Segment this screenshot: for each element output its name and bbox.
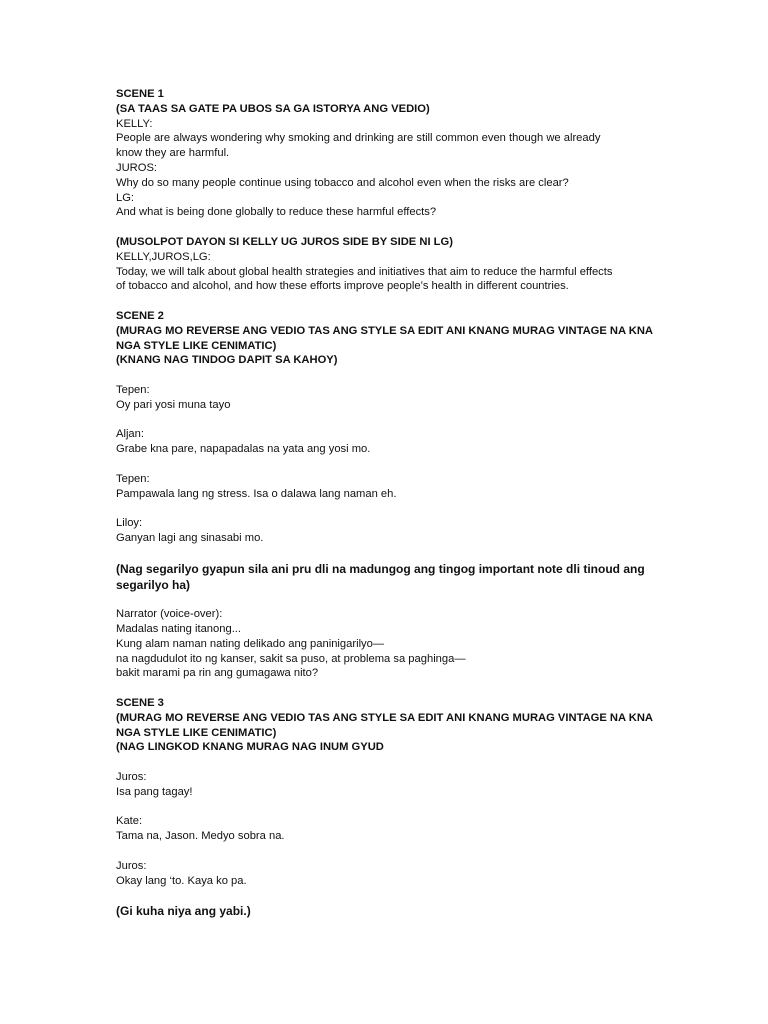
text-line: Grabe kna pare, napapadalas na yata ang yosi mo. — [116, 443, 371, 456]
text-line: Juros: — [116, 859, 147, 872]
blank-line — [116, 593, 676, 608]
text-line: Pampawala lang ng stress. Isa o dalawa lang naman eh. — [116, 487, 397, 500]
text-line: Today, we will talk about global health strategies and initiatives that aim to reduce the harmful effects — [116, 265, 613, 278]
blank-line — [116, 800, 676, 815]
blank-line — [116, 457, 676, 472]
text-line: Madalas nating itanong... — [116, 623, 242, 636]
text-line: Tepen: — [116, 383, 150, 396]
direction-line: (SA TAAS SA GATE PA UBOS SA GA ISTORYA ANG VEDIO) — [116, 102, 430, 115]
direction-line: segarilyo ha) — [116, 577, 191, 592]
direction-line: SCENE 3 — [116, 697, 164, 710]
direction-line: (NAG LINGKOD KNANG MURAG NAG INUM GYUD — [116, 741, 384, 754]
text-line: LG: — [116, 191, 135, 204]
blank-line — [116, 546, 676, 561]
direction-line: SCENE 1 — [116, 88, 164, 100]
text-line: Juros: — [116, 771, 147, 784]
blank-line — [116, 413, 676, 428]
text-line: bakit marami pa rin ang gumagawa nito? — [116, 667, 319, 680]
direction-line: NGA STYLE LIKE CENIMATIC) — [116, 339, 277, 352]
text-line: People are always wondering why smoking and drinking are still common even though we already — [116, 132, 601, 145]
text-line: And what is being done globally to reduce these harmful effects? — [116, 206, 437, 219]
text-line: Tepen: — [116, 472, 150, 485]
blank-line — [116, 501, 676, 516]
script-content — [116, 87, 676, 919]
text-line: KELLY: — [116, 117, 153, 130]
direction-line: (KNANG NAG TINDOG DAPIT SA KAHOY) — [116, 354, 338, 367]
direction-line: (MURAG MO REVERSE ANG VEDIO TAS ANG STYLE SA EDIT ANI KNANG MURAG VINTAGE NA KNA — [116, 711, 654, 724]
text-line: Okay lang ‘to. Kaya ko pa. — [116, 874, 247, 887]
blank-line — [116, 755, 676, 770]
direction-line: SCENE 2 — [116, 309, 164, 322]
direction-line: (MURAG MO REVERSE ANG VEDIO TAS ANG STYLE SA EDIT ANI KNANG MURAG VINTAGE NA KNA — [116, 324, 654, 337]
text-line: Narrator (voice-over): — [116, 608, 223, 621]
text-line: KELLY,JUROS,LG: — [116, 250, 211, 263]
text-line: of tobacco and alcohol, and how these efforts improve people’s health in different countries. — [116, 280, 569, 293]
text-line: Ganyan lagi ang sinasabi mo. — [116, 531, 264, 544]
text-line: Tama na, Jason. Medyo sobra na. — [116, 830, 285, 843]
text-line: Why do so many people continue using tobacco and alcohol even when the risks are clear? — [116, 176, 569, 189]
blank-line — [116, 844, 676, 859]
direction-line: (MUSOLPOT DAYON SI KELLY UG JUROS SIDE BY SIDE NI LG) — [116, 235, 453, 248]
direction-line: NGA STYLE LIKE CENIMATIC) — [116, 726, 277, 739]
text-line: Liloy: — [116, 517, 143, 530]
direction-line: (Nag segarilyo gyapun sila ani pru dli na madungog ang tingog important note dli tinoud ang — [116, 561, 645, 576]
blank-line — [116, 888, 676, 903]
text-line: Isa pang tagay! — [116, 785, 193, 798]
text-line: JUROS: — [116, 161, 158, 174]
text-line: Kung alam naman nating delikado ang paninigarilyo— — [116, 637, 385, 650]
text-line: na nagdudulot ito ng kanser, sakit sa puso, at problema sa paghinga— — [116, 652, 466, 665]
text-line: Aljan: — [116, 428, 144, 441]
blank-line — [116, 681, 676, 696]
direction-line: (Gi kuha niya ang yabi.) — [116, 904, 251, 919]
text-line: know they are harmful. — [116, 147, 230, 160]
blank-line — [116, 294, 676, 309]
text-line: Oy pari yosi muna tayo — [116, 398, 231, 411]
text-line: Kate: — [116, 815, 143, 828]
blank-line — [116, 368, 676, 383]
blank-line — [116, 220, 676, 235]
